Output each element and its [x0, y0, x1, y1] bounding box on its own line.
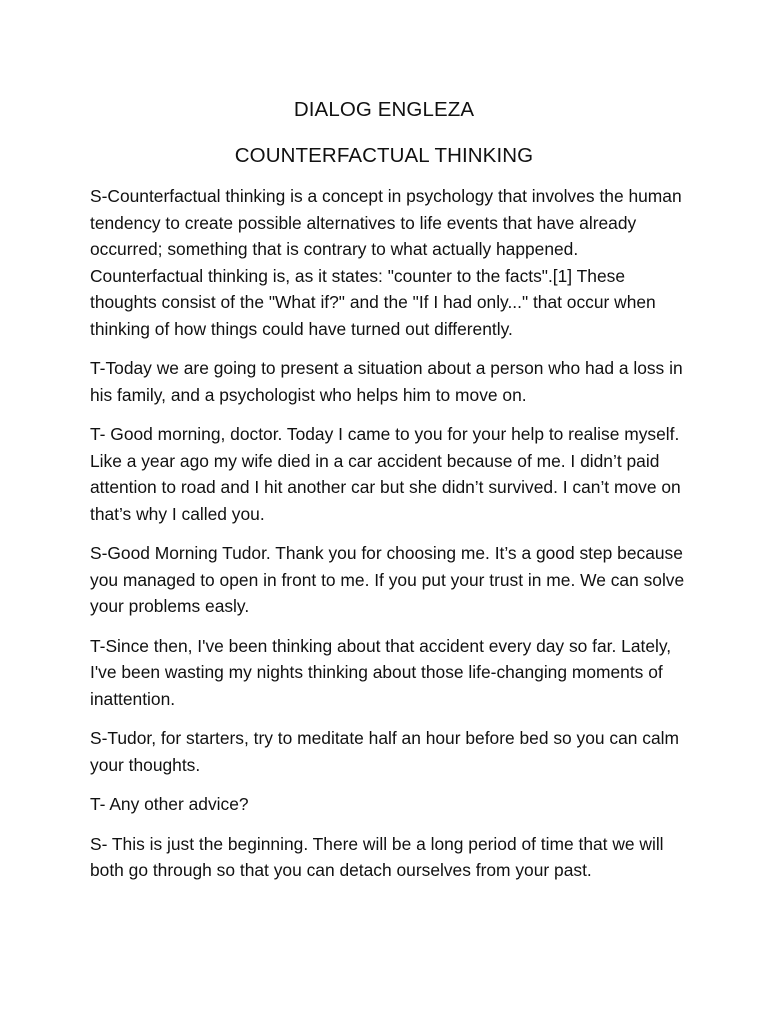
- paragraph-dialog-2: S-Good Morning Tudor. Thank you for choosing me. It’s a good step because you managed to open in front to me. If you put your trust in me. We can solve your problems easly.: [90, 543, 685, 616]
- paragraph-situation: T-Today we are going to present a situation about a person who had a loss in his family, and a psychologist who helps him to move on.: [90, 358, 683, 405]
- paragraph-dialog-4: S-Tudor, for starters, try to meditate half an hour before bed so you can calm your thoughts.: [90, 728, 679, 775]
- document-body: [90, 183, 690, 897]
- paragraph-dialog-5: T- Any other advice?: [90, 794, 249, 814]
- document-subtitle: COUNTERFACTUAL THINKING: [234, 144, 534, 167]
- document-title: DIALOG ENGLEZA: [293, 98, 475, 121]
- paragraph-dialog-1: T- Good morning, doctor. Today I came to you for your help to realise myself. Like a year ago my wife died in a car accident because of me. I didn’t paid attention to road and I hit another car but she didn’t survived. I can’t move on that’s why I called you.: [90, 424, 681, 524]
- paragraph-intro: S-Counterfactual thinking is a concept in psychology that involves the human tendency to create possible alternatives to life events that have already occurred; something that is contrary to what actually happened. Counterfactual thinking is, as it states: "counter to the facts".[1] These thoughts consist of the "What if?" and the "If I had only..." that occur when thinking of how things could have turned out differently.: [90, 186, 682, 339]
- paragraph-dialog-6: S- This is just the beginning. There will be a long period of time that we will both go through so that you can detach ourselves from your past.: [90, 833, 664, 880]
- paragraph-dialog-3: T-Since then, I've been thinking about that accident every day so far. Lately, I've been wasting my nights thinking about those life-changing moments of inattention.: [90, 635, 672, 709]
